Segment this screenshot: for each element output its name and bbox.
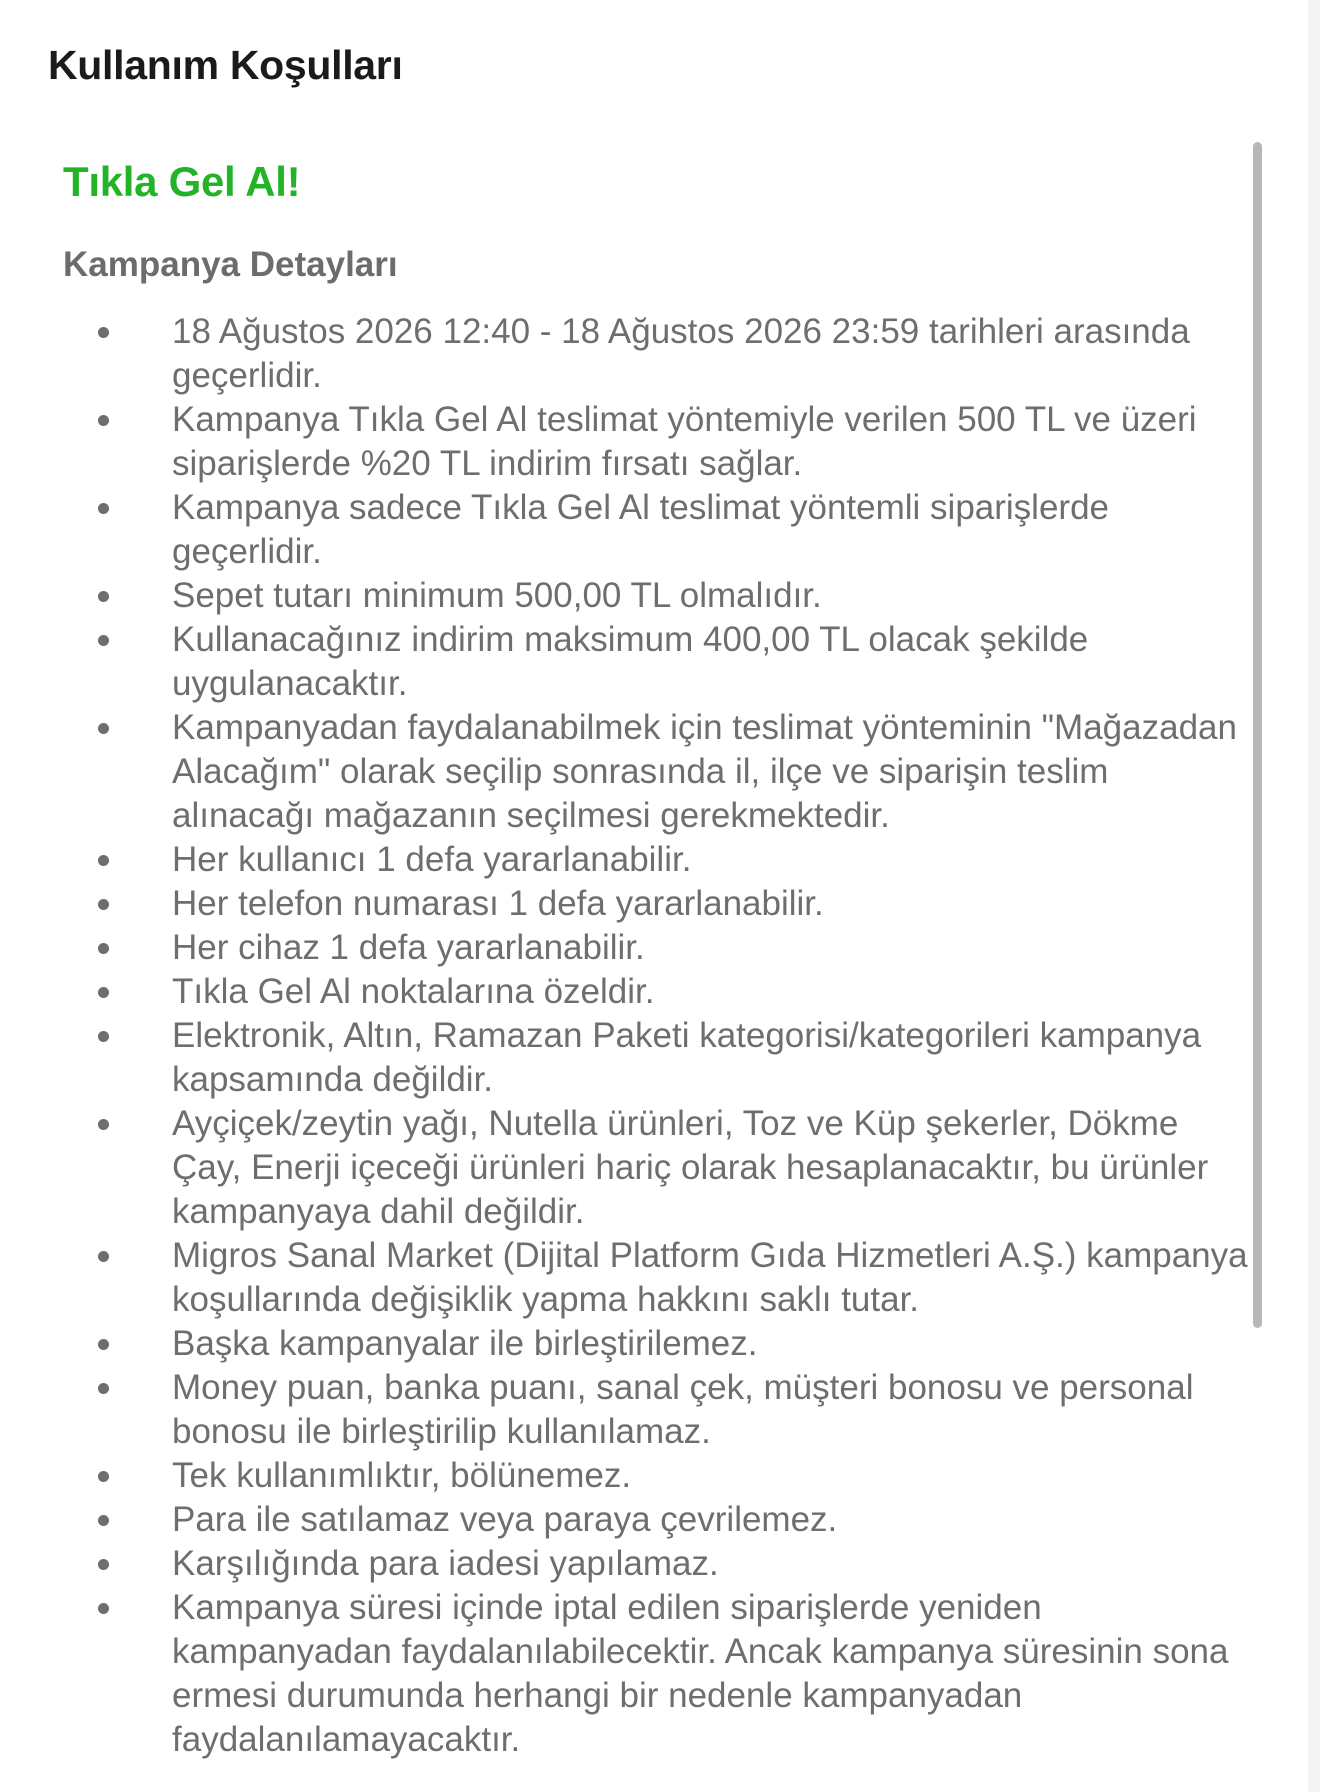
bullet-icon [98, 1515, 109, 1526]
term-text: Başka kampanyalar ile birleştirilemez. [172, 1324, 758, 1363]
term-item [0, 1366, 1262, 1454]
bullet-icon [98, 1339, 109, 1350]
term-text: Karşılığında para iadesi yapılamaz. [172, 1544, 719, 1583]
term-item [0, 618, 1262, 706]
right-edge-strip [1308, 0, 1320, 1792]
bullet-icon [98, 723, 109, 734]
term-text: Kullanacağınız indirim maksimum 400,00 TL olacak şekilde uygulanacaktır. [172, 620, 1089, 703]
term-text: Her telefon numarası 1 defa yararlanabilir. [172, 884, 824, 923]
bullet-icon [98, 327, 109, 338]
term-text: Money puan, banka puanı, sanal çek, müşteri bonosu ve personal bonosu ile birleştirilip kullanılamaz. [172, 1368, 1194, 1451]
term-item [0, 398, 1262, 486]
term-item [0, 970, 1262, 1014]
term-text: Sepet tutarı minimum 500,00 TL olmalıdır. [172, 576, 822, 615]
bullet-icon [98, 1603, 109, 1614]
term-item [0, 706, 1262, 838]
bullet-icon [98, 899, 109, 910]
term-text: Kampanya süresi içinde iptal edilen siparişlerde yeniden kampanyadan faydalanılabilecektir. Ancak kampanya süresinin sona ermesi durumunda herhangi bir nedenle kampanyadan faydalanılamayacaktır. [172, 1588, 1229, 1759]
term-text: Kampanyadan faydalanabilmek için teslimat yönteminin "Mağazadan Alacağım" olarak seçilip sonrasında il, ilçe ve siparişin teslim alınacağı mağazanın seçilmesi gerekmektedir. [172, 708, 1237, 835]
bullet-icon [98, 503, 109, 514]
term-text: Her cihaz 1 defa yararlanabilir. [172, 928, 645, 967]
scrollbar-thumb[interactable] [1253, 142, 1262, 1328]
bullet-icon [98, 1471, 109, 1482]
bullet-icon [98, 987, 109, 998]
term-item [0, 1586, 1262, 1762]
term-item [0, 574, 1262, 618]
term-item [0, 926, 1262, 970]
term-text: Kampanya Tıkla Gel Al teslimat yöntemiyle verilen 500 TL ve üzeri siparişlerde %20 TL indirim fırsatı sağlar. [172, 400, 1197, 483]
term-item [0, 1102, 1262, 1234]
term-text: Her kullanıcı 1 defa yararlanabilir. [172, 840, 692, 879]
term-item [0, 1498, 1262, 1542]
term-item [0, 1014, 1262, 1102]
term-item [0, 838, 1262, 882]
bullet-icon [98, 1559, 109, 1570]
term-text: Elektronik, Altın, Ramazan Paketi kategorisi/kategorileri kampanya kapsamında değildir. [172, 1016, 1202, 1099]
term-text: Tıkla Gel Al noktalarına özeldir. [172, 972, 655, 1011]
term-text: Para ile satılamaz veya paraya çevrilemez. [172, 1500, 838, 1539]
term-text: Migros Sanal Market (Dijital Platform Gıda Hizmetleri A.Ş.) kampanya koşullarında değişiklik yapma hakkını saklı tutar. [172, 1236, 1248, 1319]
term-text: 18 Ağustos 2026 12:40 - 18 Ağustos 2026 23:59 tarihleri arasında geçerlidir. [172, 312, 1190, 395]
bullet-icon [98, 1031, 109, 1042]
term-item [0, 1234, 1262, 1322]
term-item [0, 1542, 1262, 1586]
bullet-icon [98, 415, 109, 426]
bullet-icon [98, 1383, 109, 1394]
bullet-icon [98, 1119, 109, 1130]
term-text: Kampanya sadece Tıkla Gel Al teslimat yöntemli siparişlerde geçerlidir. [172, 488, 1110, 571]
campaign-title: Tıkla Gel Al! [63, 158, 301, 205]
term-text: Tek kullanımlıktır, bölünemez. [172, 1456, 632, 1495]
bullet-icon [98, 635, 109, 646]
bullet-icon [98, 855, 109, 866]
bullet-icon [98, 1251, 109, 1262]
page-title: Kullanım Koşulları [48, 42, 403, 88]
term-item [0, 486, 1262, 574]
terms-list [0, 310, 1262, 1762]
term-text: Ayçiçek/zeytin yağı, Nutella ürünleri, Toz ve Küp şekerler, Dökme Çay, Enerji içeceği ürünleri hariç olarak hesaplanacaktır, bu ürünler kampanyaya dahil değildir. [172, 1104, 1209, 1231]
term-item [0, 310, 1262, 398]
term-item [0, 1322, 1262, 1366]
term-item [0, 1454, 1262, 1498]
terms-scroll-area[interactable] [0, 140, 1262, 1759]
bullet-icon [98, 591, 109, 602]
term-item [0, 882, 1262, 926]
bullet-icon [98, 943, 109, 954]
section-heading: Kampanya Detayları [63, 245, 398, 284]
